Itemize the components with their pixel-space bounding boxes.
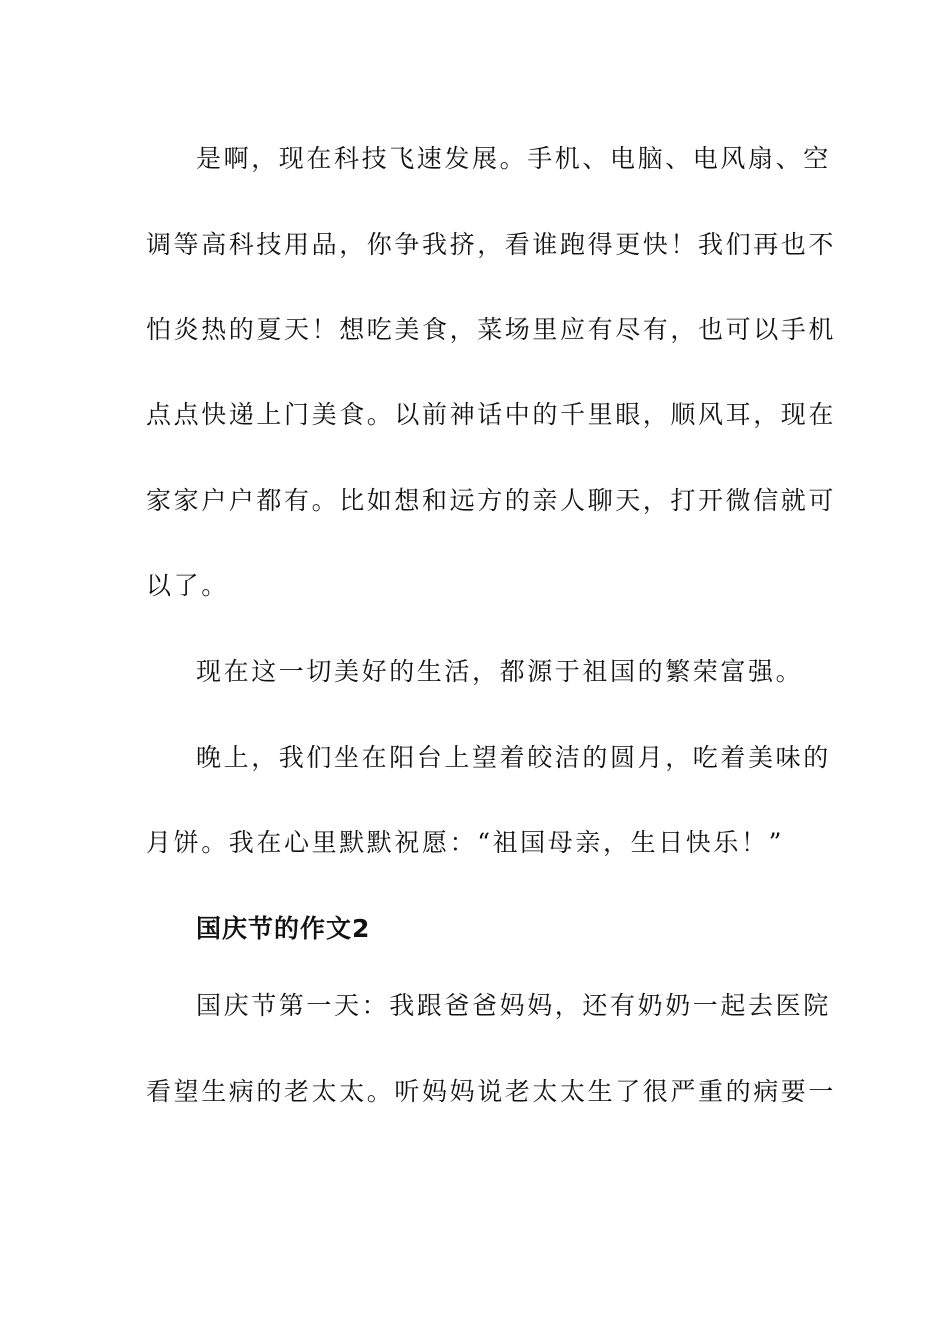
paragraph-line: 以了。	[146, 571, 229, 600]
paragraph-line: 调等高科技用品，你争我挤，看谁跑得更快！我们再也不	[146, 230, 837, 259]
paragraph-line: 现在这一切美好的生活，都源于祖国的繁荣富强。	[196, 657, 804, 686]
paragraph-line: 是啊，现在科技飞速发展。手机、电脑、电风扇、空	[196, 144, 831, 173]
paragraph-line: 看望生病的老太太。听妈妈说老太太生了很严重的病要一	[146, 1077, 837, 1106]
paragraph-line: 点点快递上门美食。以前神话中的千里眼，顺风耳，现在	[146, 400, 837, 429]
paragraph-line: 家家户户都有。比如想和远方的亲人聊天，打开微信就可	[146, 486, 837, 515]
paragraph-line: 晚上，我们坐在阳台上望着皎洁的圆月，吃着美味的	[196, 743, 831, 772]
paragraph-line: 月饼。我在心里默默祝愿：“祖国母亲，生日快乐！”	[146, 828, 784, 857]
paragraph-line: 国庆节第一天：我跟爸爸妈妈，还有奶奶一起去医院	[196, 991, 831, 1020]
section-heading: 国庆节的作文2	[196, 914, 371, 943]
paragraph-line: 怕炎热的夏天！想吃美食，菜场里应有尽有，也可以手机	[146, 315, 837, 344]
